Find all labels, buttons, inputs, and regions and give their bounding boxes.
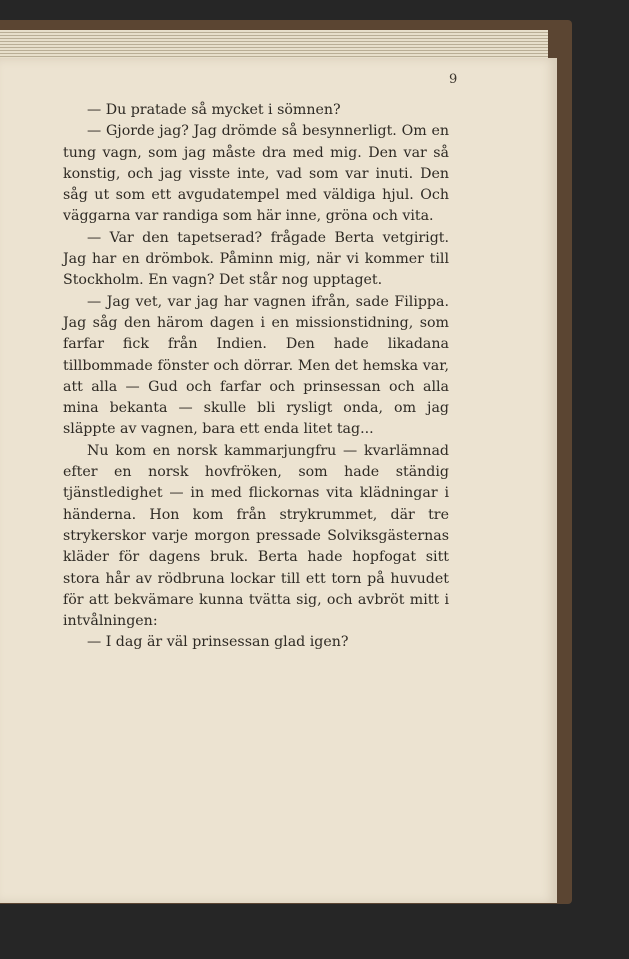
- paragraph: — Jag vet, var jag har vagnen ifrån, sade Filippa. Jag såg den härom dagen i en missionstidning, som farfar fick från Indien. Den hade likadana tillbommade fönster och dörrar. Men det hemska var, att alla — Gud och farfar och prinsessan och alla mina bekanta — skulle bli rysligt onda, om jag släppte av vagnen, bara ett enda litet tag...: [63, 293, 449, 438]
- paragraph: — Du pratade så mycket i sömnen?: [87, 102, 341, 118]
- paragraph: — Gjorde jag? Jag drömde så besynnerligt. Om en tung vagn, som jag måste dra med mig. Den var så konstig, och jag visste inte, vad som var inuti. Den såg ut som ett avgudatempel med väldiga hjul. Och väggarna var randiga som här inne, gröna och vita.: [63, 123, 449, 225]
- page-edges: [0, 30, 548, 60]
- paragraph: Nu kom en norsk kammarjungfru — kvarlämnad efter en norsk hovfröken, som hade ständig tjänstledighet — in med flickornas vita klädningar i händerna. Hon kom från strykrummet, där tre strykerskor varje morgon pressade Solviksgästernas kläder för dagens bruk. Berta hade hopfogat sitt stora hår av rödbruna lockar till ett torn på huvudet för att bekvämare kunna tvätta sig, och avbröt mitt i intvålningen:: [63, 442, 449, 630]
- paragraph: — Var den tapetserad? frågade Berta vetgirigt. Jag har en drömbok. Påminn mig, när vi kommer till Stockholm. En vagn? Det står nog upptaget.: [63, 229, 449, 289]
- page-number: 9: [449, 72, 458, 87]
- body-text: [63, 100, 449, 654]
- paragraph: — I dag är väl prinsessan glad igen?: [87, 634, 349, 651]
